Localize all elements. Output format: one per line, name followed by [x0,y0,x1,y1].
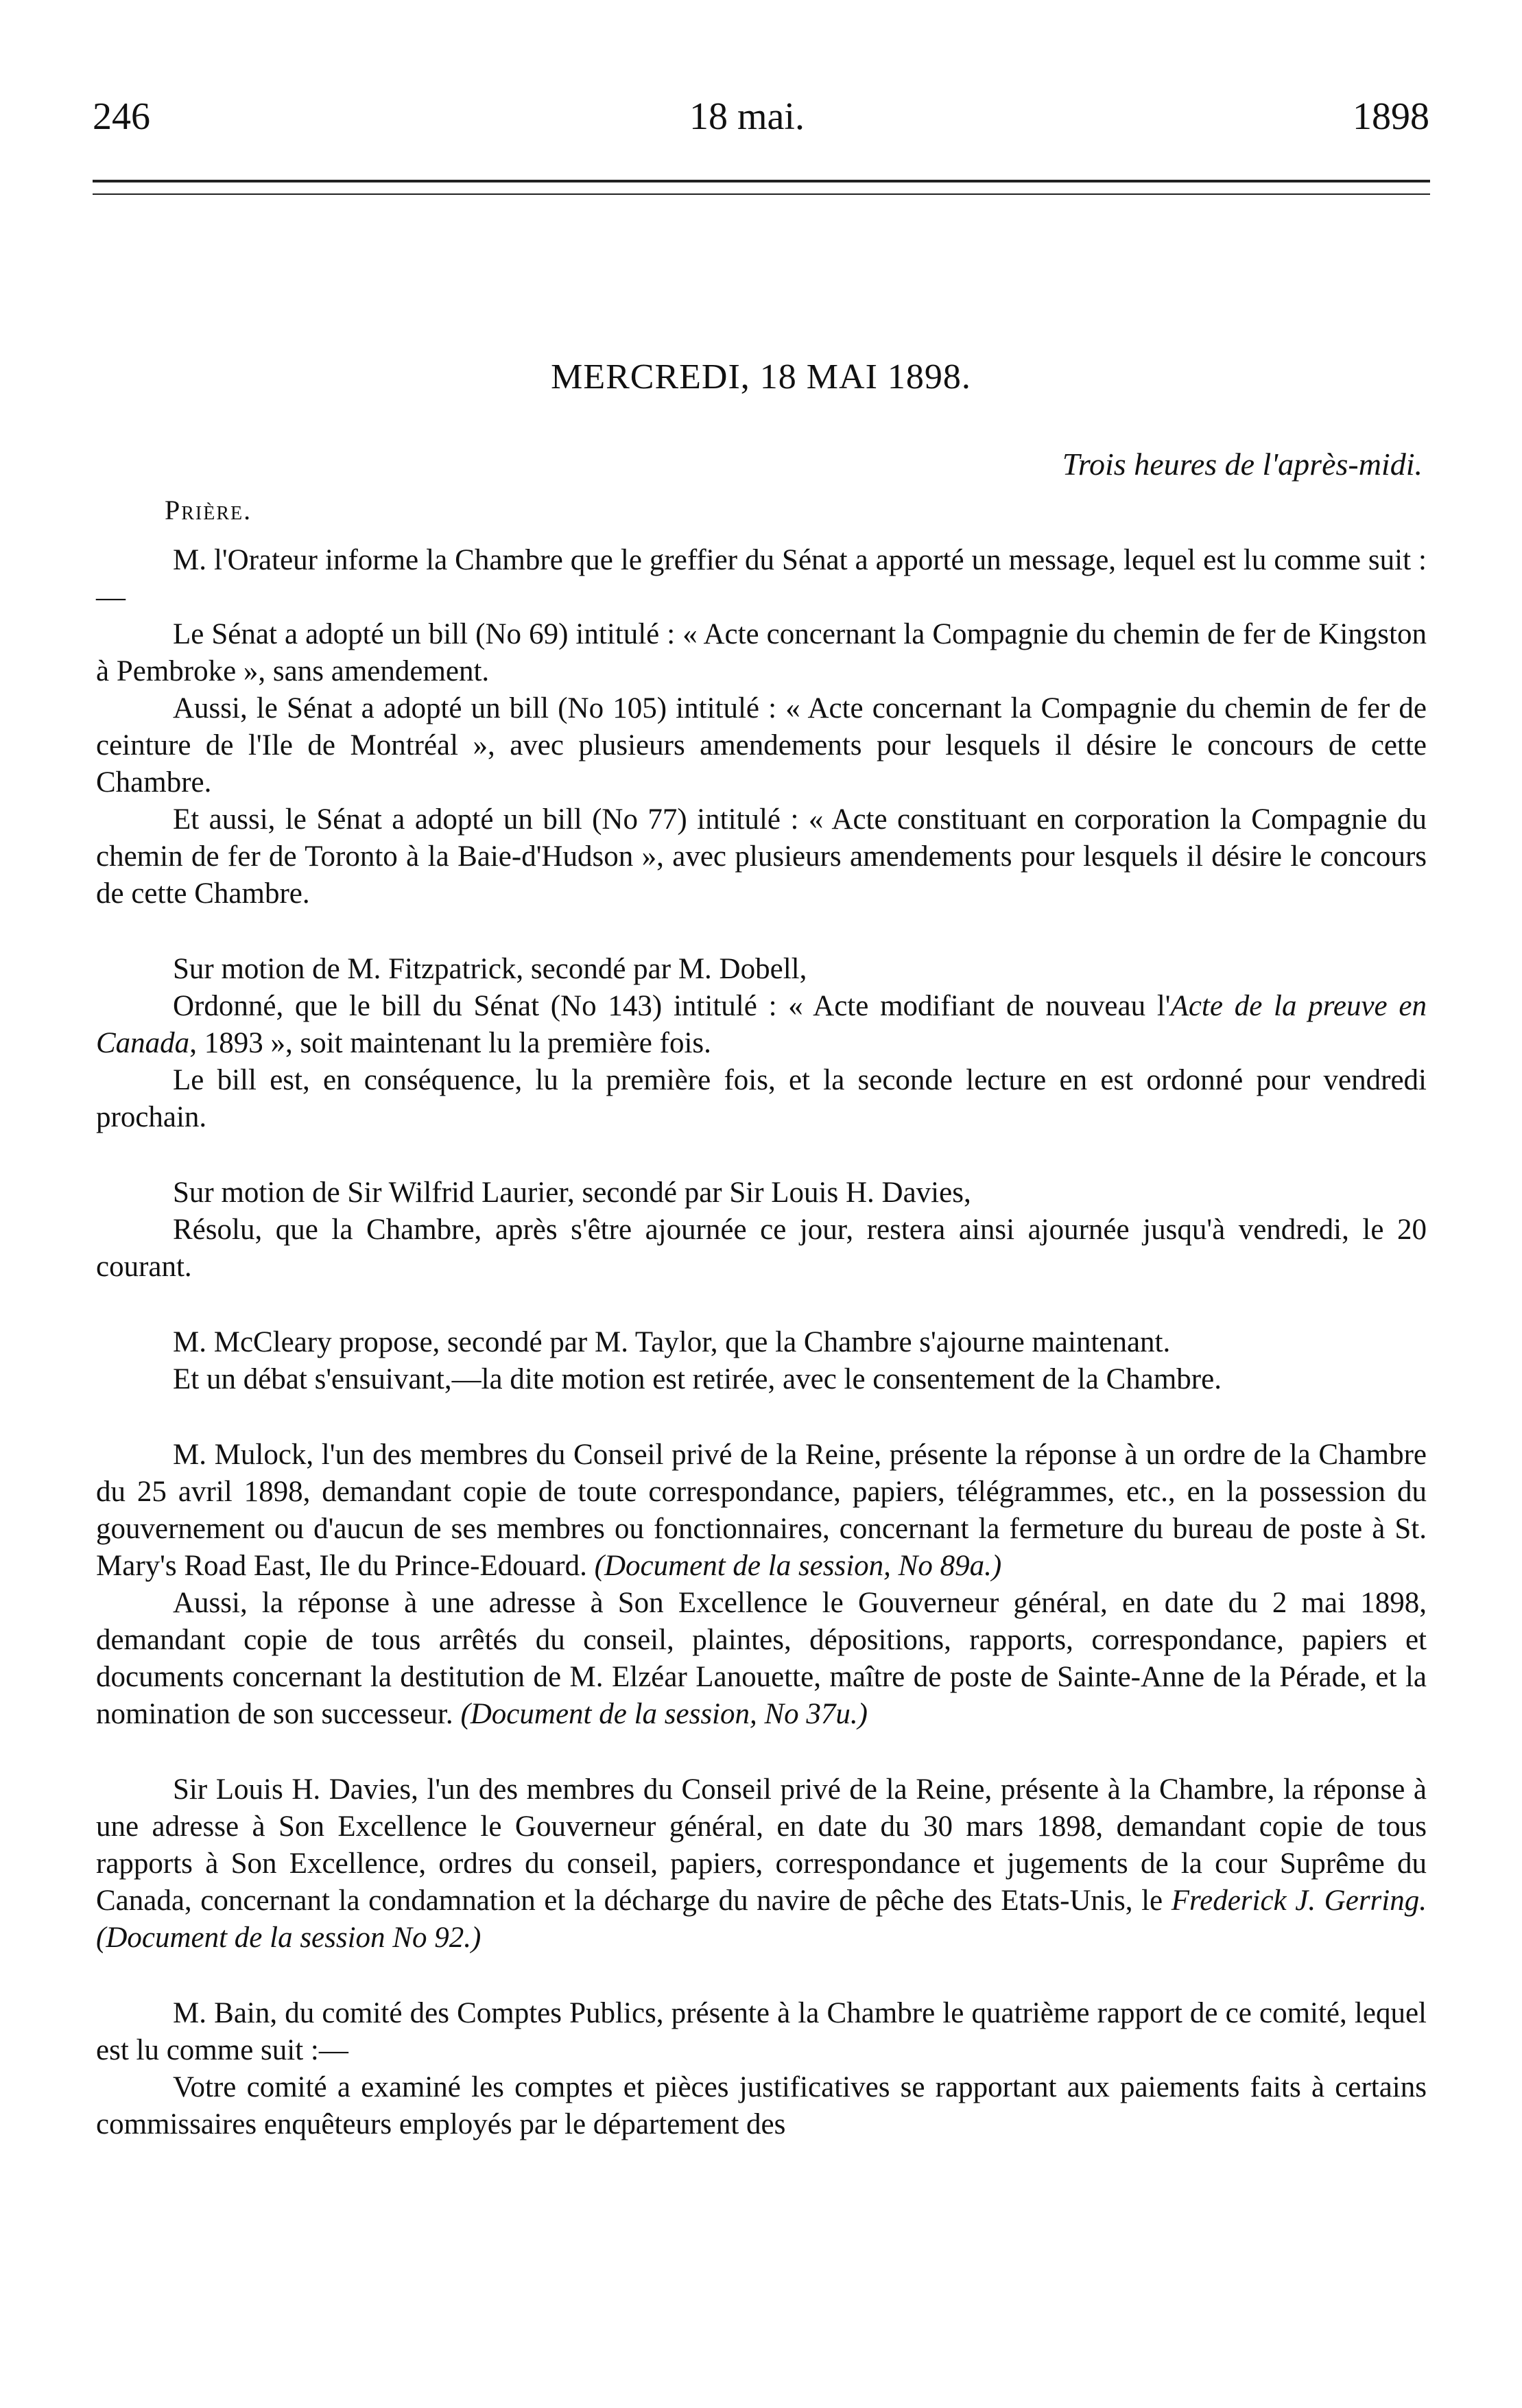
italic-citation: Frederick J. Gerring. [1171,1885,1427,1917]
paragraph-text: Le Sénat a adopté un bill (No 69) intitulé : « Acte concernant la Compagnie du chemin de fer de Kingston à Pembroke », sans amendement. [96,618,1427,687]
sitting-time: Trois heures de l'après-midi. [1062,447,1423,482]
paragraph-text: Aussi, le Sénat a adopté un bill (No 105) intitulé : « Acte concernant la Compagnie du chemin de fer de ceinture de l'Ile de Montréal », avec plusieurs amendements pour lesquels il désire le concours de cette Chambre. [96,692,1427,799]
paragraph [96,616,1427,690]
journal-body [96,542,1427,2143]
paragraph-text: Résolu, que la Chambre, après s'être ajournée ce jour, restera ainsi ajournée jusqu'à vendredi, le 20 courant. [96,1214,1427,1283]
paragraph [96,2069,1427,2143]
paragraph [96,1212,1427,1286]
paragraph [96,1062,1427,1136]
paragraph-text: Sir Louis H. Davies, l'un des membres du Conseil privé de la Reine, présente à la Chambre, la réponse à une adresse à Son Excellence le Gouverneur général, en date du 30 mars 1898, demandant copie de tous rapports à Son Excellence, ordres du conseil, papiers, correspondance et jugements de la cour Suprême du Canada, concernant la condamnation et la décharge du navire de pêche des Etats-Unis, le [96,1773,1427,1917]
paragraph-text: Aussi, la réponse à une adresse à Son Excellence le Gouverneur général, en date du 2 mai 1898, demandant copie de tous arrêtés du conseil, plaintes, dépositions, rapports, correspondance, papiers et documents concernant la destitution de M. Elzéar Lanouette, maître de poste de Sainte-Anne de la Pérade, et la nomination de son successeur. [96,1587,1427,1730]
paragraph [96,1437,1427,1585]
paragraph [96,951,1427,988]
paragraph-text: Et un débat s'ensuivant,—la dite motion est retirée, avec le consentement de la Chambre. [173,1363,1222,1395]
paragraph-text: Le bill est, en conséquence, lu la première fois, et la seconde lecture en est ordonné pour vendredi prochain. [96,1064,1427,1133]
italic-citation: (Document de la session No 92.) [96,1922,481,1954]
paragraph [96,542,1427,616]
italic-citation: Acte de la preuve en Canada [96,990,1427,1059]
paragraph-text: M. McCleary propose, secondé par M. Taylor, que la Chambre s'ajourne maintenant. [173,1326,1171,1358]
running-date: 18 mai. [689,95,805,138]
paragraph-text: Votre comité a examiné les comptes et pièces justificatives se rapportant aux paiements faits à certains commissaires enquêteurs employés par le département des [96,2071,1427,2140]
paragraph [96,1361,1427,1398]
paragraph [96,1771,1427,1957]
paragraph-text: M. l'Orateur informe la Chambre que le greffier du Sénat a apporté un message, lequel est lu comme suit :— [96,544,1427,613]
paragraph-text: Sur motion de M. Fitzpatrick, secondé par M. Dobell, [173,953,807,985]
paragraph [96,988,1427,1062]
paragraph-text: Ordonné, que le bill du Sénat (No 143) intitulé : « Acte modifiant de nouveau l' [173,990,1171,1022]
header-rule-bottom [93,193,1430,195]
paragraph [96,1995,1427,2069]
paragraph [96,1324,1427,1361]
paragraph-text: M. Mulock, l'un des membres du Conseil privé de la Reine, présente la réponse à un ordre de la Chambre du 25 avril 1898, demandant copie de toute correspondance, papiers, télégrammes, etc., en la possession du gouvernement ou d'aucun de ses membres ou fonctionnaires, concernant la fermeture du bureau de poste à St. Mary's Road East, Ile du Prince-Edouard. [96,1439,1427,1582]
running-head [93,89,1429,144]
paragraph [96,801,1427,912]
paragraph-text: , 1893 », soit maintenant lu la première fois. [189,1027,711,1059]
paragraph-text: Et aussi, le Sénat a adopté un bill (No 77) intitulé : « Acte constituant en corporation la Compagnie du chemin de fer de Toronto à la Baie-d'Hudson », avec plusieurs amendements pour lesquels il désire le concours de cette Chambre. [96,803,1427,910]
day-heading: MERCREDI, 18 MAI 1898. [551,357,971,397]
italic-citation: (Document de la session, No 37u.) [460,1698,868,1730]
paragraph-text: M. Bain, du comité des Comptes Publics, présente à la Chambre le quatrième rapport de ce comité, lequel est lu comme suit :— [96,1997,1427,2066]
paragraph-text: Sur motion de Sir Wilfrid Laurier, secondé par Sir Louis H. Davies, [173,1177,971,1209]
italic-citation: (Document de la session, No 89a.) [594,1550,1002,1582]
paragraph [96,1585,1427,1733]
running-year: 1898 [1353,95,1429,138]
page-number: 246 [93,95,150,138]
paragraph [96,690,1427,801]
paragraph [96,1175,1427,1212]
priere-label: Prière. [165,495,252,526]
header-rule-top [93,180,1430,182]
